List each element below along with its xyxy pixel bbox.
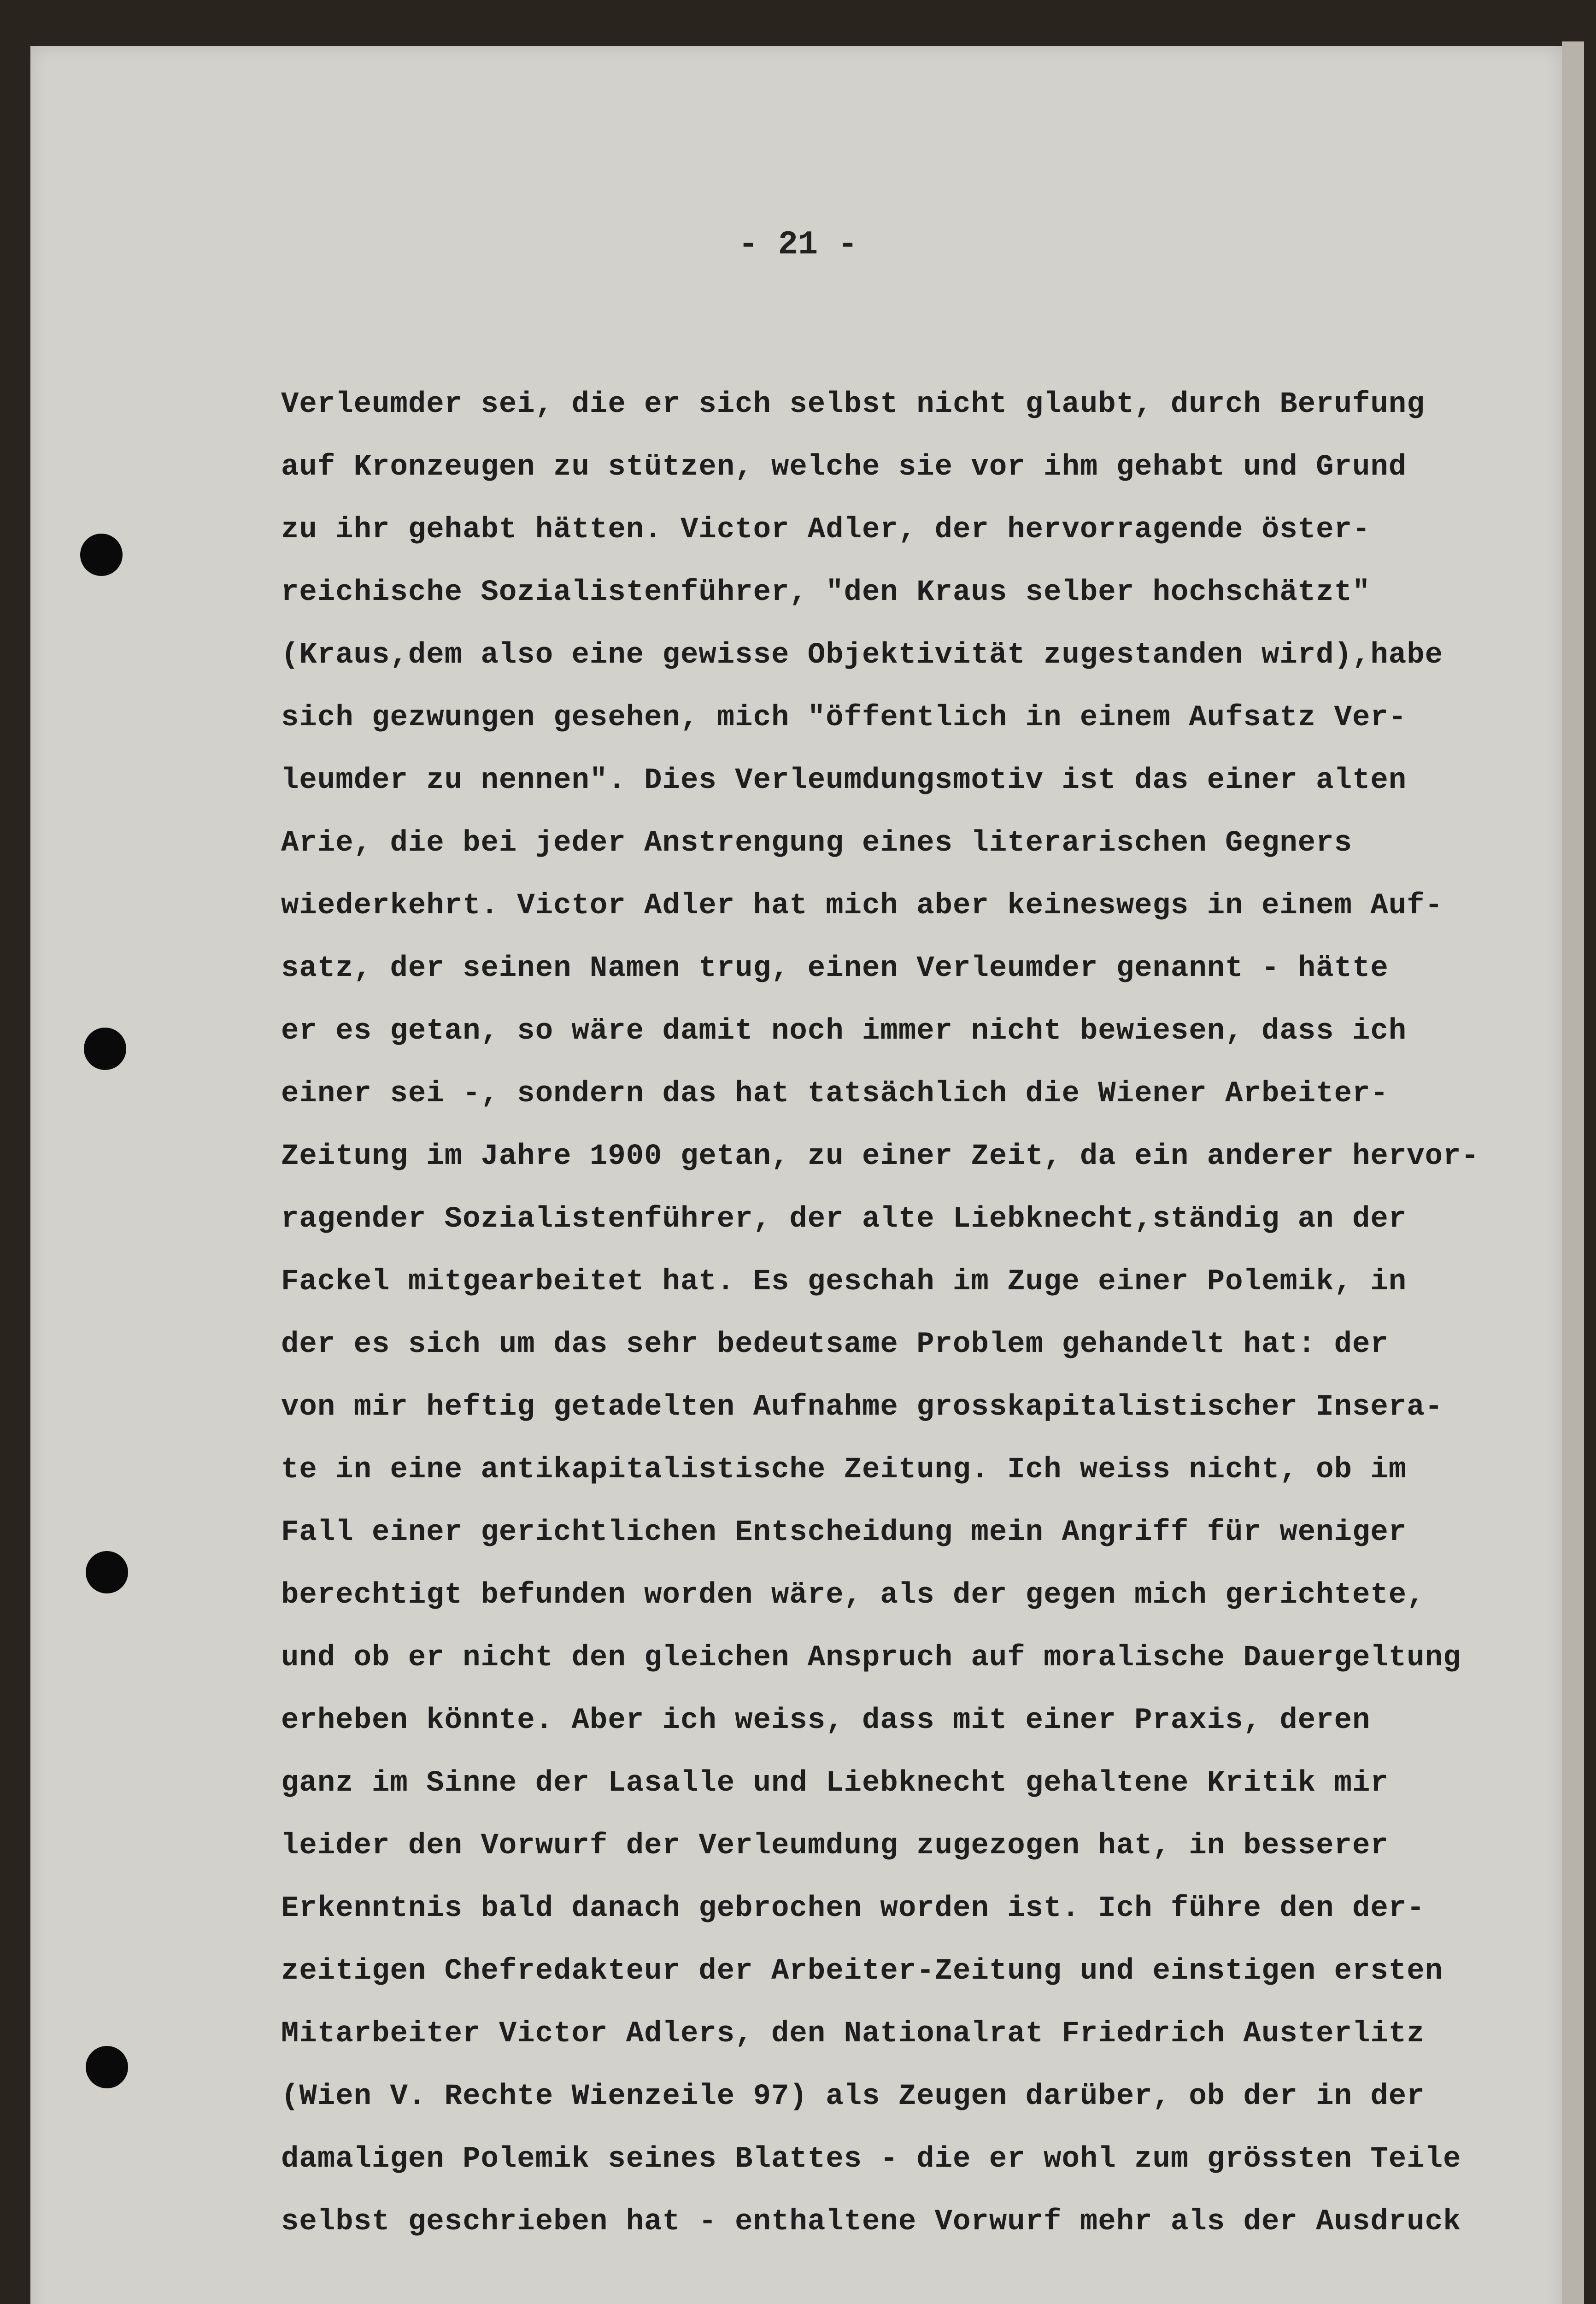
text-line: Arie, die bei jeder Anstrengung eines literarischen Gegners xyxy=(281,827,1352,860)
document-body xyxy=(281,373,1502,2253)
text-line: zeitigen Chefredakteur der Arbeiter-Zeitung und einstigen ersten xyxy=(281,1955,1443,1988)
text-line: Verleumder sei, die er sich selbst nicht glaubt, durch Berufung xyxy=(281,388,1425,421)
text-line: Mitarbeiter Victor Adlers, den Nationalrat Friedrich Austerlitz xyxy=(281,2017,1425,2051)
text-line: auf Kronzeugen zu stützen, welche sie vor ihm gehabt und Grund xyxy=(281,451,1407,484)
punch-hole-2 xyxy=(84,1028,126,1070)
page-number: - 21 - xyxy=(738,226,858,264)
text-line: und ob er nicht den gleichen Anspruch auf moralische Dauergeltung xyxy=(281,1641,1461,1675)
text-line: er es getan, so wäre damit noch immer nicht bewiesen, dass ich xyxy=(281,1015,1407,1048)
text-line: damaligen Polemik seines Blattes - die er wohl zum grössten Teile xyxy=(281,2143,1461,2176)
text-line: leider den Vorwurf der Verleumdung zugezogen hat, in besserer xyxy=(281,1829,1389,1863)
text-line: Erkenntnis bald danach gebrochen worden ist. Ich führe den der- xyxy=(281,1892,1425,1925)
punch-hole-1 xyxy=(80,534,123,576)
punch-hole-4 xyxy=(86,2046,128,2088)
text-line: erheben könnte. Aber ich weiss, dass mit einer Praxis, deren xyxy=(281,1704,1371,1737)
text-line: (Kraus,dem also eine gewisse Objektivität zugestanden wird),habe xyxy=(281,639,1443,672)
text-line: Fall einer gerichtlichen Entscheidung mein Angriff für weniger xyxy=(281,1516,1407,1549)
text-line: berechtigt befunden worden wäre, als der gegen mich gerichtete, xyxy=(281,1579,1425,1612)
text-line: selbst geschrieben hat - enthaltene Vorwurf mehr als der Ausdruck xyxy=(281,2205,1461,2239)
text-line: ragender Sozialistenführer, der alte Liebknecht,ständig an der xyxy=(281,1203,1407,1236)
text-line: Zeitung im Jahre 1900 getan, zu einer Zeit, da ein anderer hervor- xyxy=(281,1140,1479,1173)
text-line: zu ihr gehabt hätten. Victor Adler, der hervorragende öster- xyxy=(281,513,1371,547)
text-line: te in eine antikapitalistische Zeitung. Ich weiss nicht, ob im xyxy=(281,1453,1407,1487)
text-line: Fackel mitgearbeitet hat. Es geschah im Zuge einer Polemik, in xyxy=(281,1265,1407,1299)
text-line: leumder zu nennen". Dies Verleumdungsmotiv ist das einer alten xyxy=(281,764,1407,797)
text-line: einer sei -, sondern das hat tatsächlich die Wiener Arbeiter- xyxy=(281,1077,1389,1111)
text-line: wiederkehrt. Victor Adler hat mich aber keineswegs in einem Auf- xyxy=(281,889,1443,923)
text-line: ganz im Sinne der Lasalle und Liebknecht gehaltene Kritik mir xyxy=(281,1767,1389,1800)
text-line: sich gezwungen gesehen, mich "öffentlich in einem Aufsatz Ver- xyxy=(281,701,1407,735)
text-line: satz, der seinen Namen trug, einen Verleumder genannt - hätte xyxy=(281,952,1389,985)
text-line: reichische Sozialistenführer, "den Kraus selber hochschätzt" xyxy=(281,576,1371,609)
punch-hole-3 xyxy=(86,1551,128,1593)
text-line: der es sich um das sehr bedeutsame Problem gehandelt hat: der xyxy=(281,1328,1389,1361)
text-line: von mir heftig getadelten Aufnahme grosskapitalistischer Insera- xyxy=(281,1391,1443,1424)
text-line: (Wien V. Rechte Wienzeile 97) als Zeugen darüber, ob der in der xyxy=(281,2080,1425,2113)
page-edge xyxy=(1562,41,1584,2304)
